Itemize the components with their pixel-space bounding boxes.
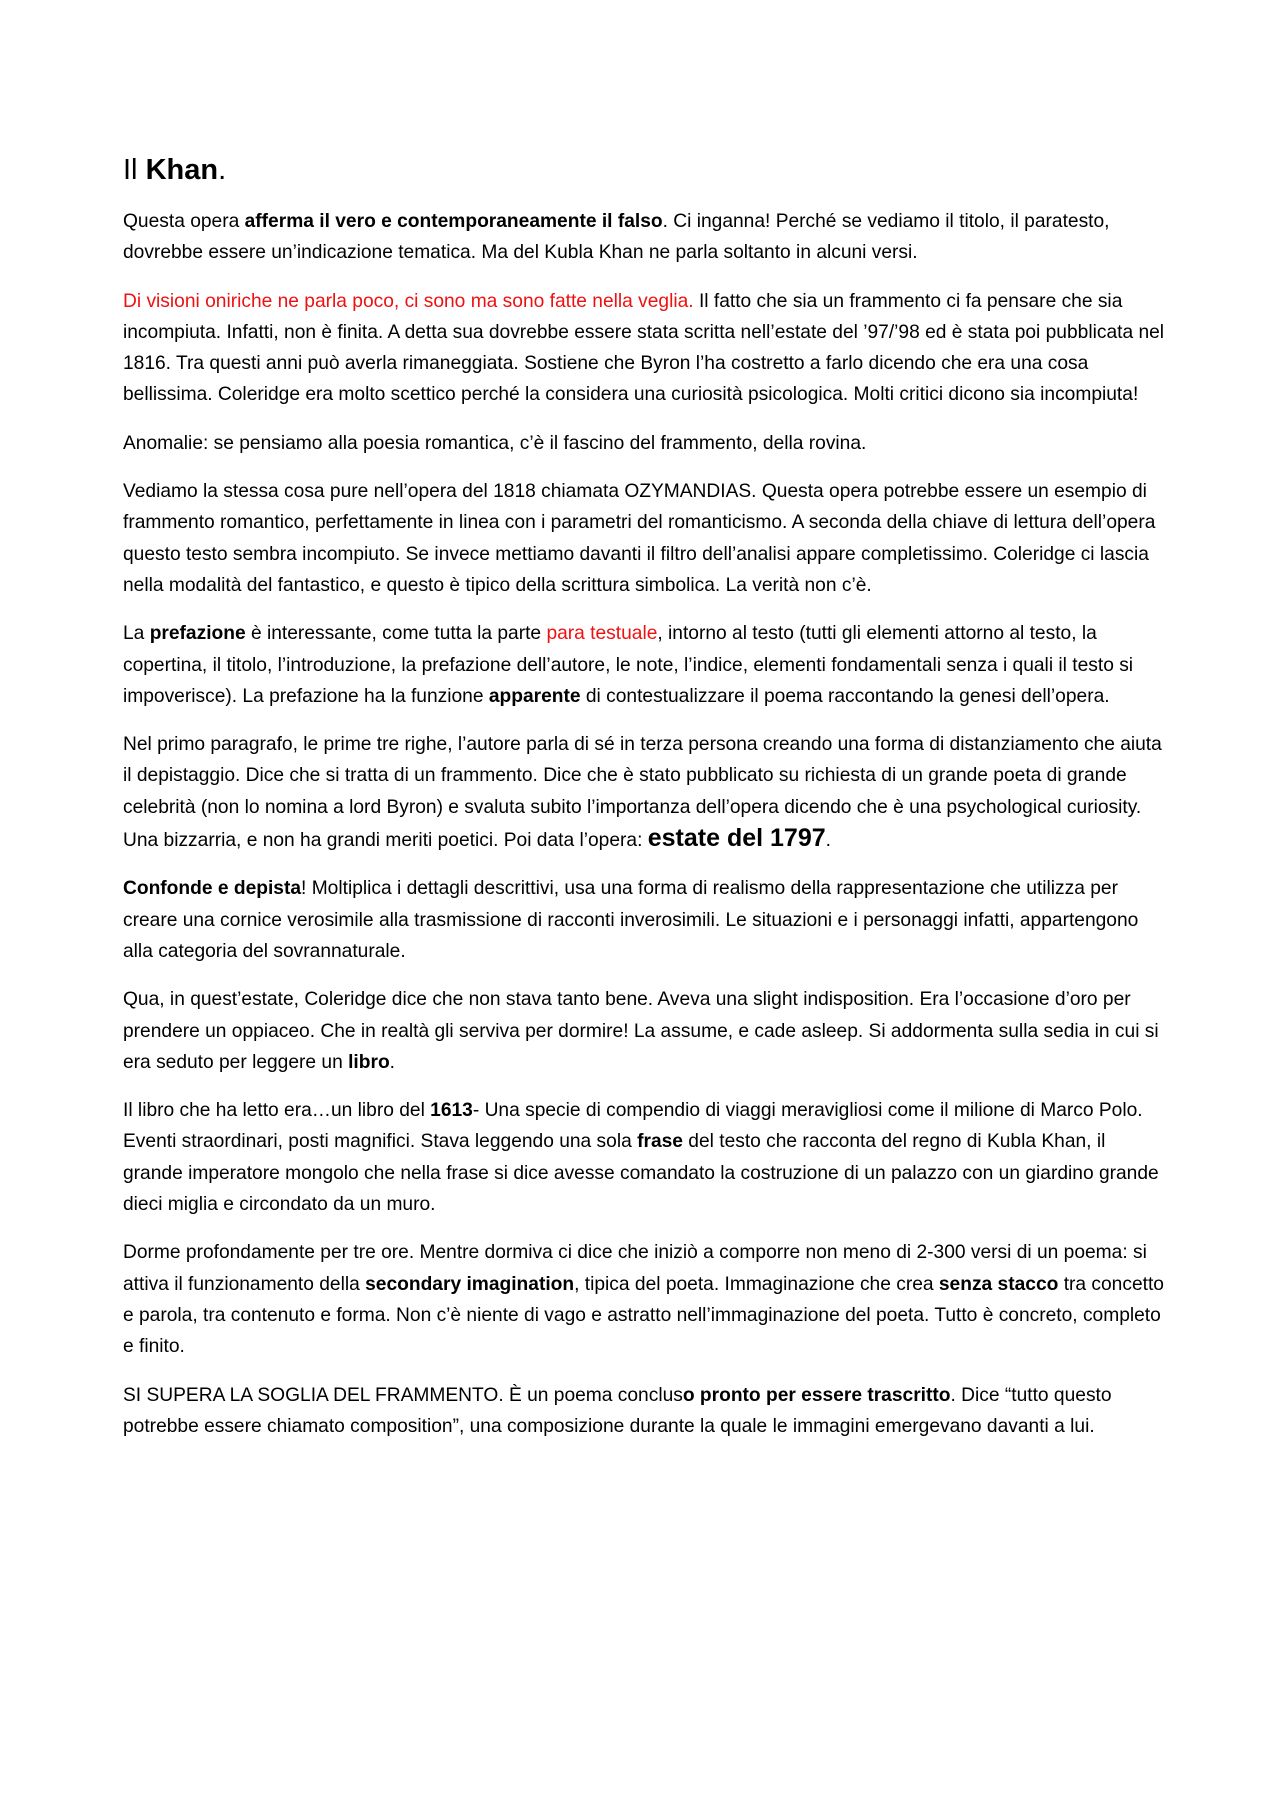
large-bold-run: estate del 1797 <box>647 824 826 853</box>
red-highlight-run: para testuale <box>546 623 658 645</box>
text-run: del testo che racconta del regno di Kubla Khan, il grande imperatore mongolo che nella frase si dice avesse comandato la costruzione di un palazzo con un giardino grande dieci miglia e circondato da un muro. <box>123 1131 1159 1216</box>
title-prefix: Il <box>123 154 146 186</box>
paragraph-3 <box>123 428 1168 459</box>
text-run: Il libro che ha letto era…un libro del <box>123 1100 431 1122</box>
text-run: Il fatto che sia un frammento ci fa pensare che sia incompiuta. Infatti, non è finita. A detta sua dovrebbe essere stata scritta nell’estate del ’97/’98 ed è stata poi pubblicata nel 1816. Tra questi anni può averla rimaneggiata. Sostiene che Byron l’ha costretto a farlo dicendo che era una cosa bellissima. Coleridge era molto scettico perché la considera una curiosità psicologica. Molti critici dicono sia incompiuta! <box>123 290 1165 406</box>
text-run: ! Moltiplica i dettagli descrittivi, usa una forma di realismo della rappresentazione che utilizza per creare una cornice verosimile alla trasmissione di racconti inverosimili. Le situazioni e i personaggi infatti, appartengono alla categoria del sovrannaturale. <box>123 878 1139 962</box>
bold-run: Confonde e depista <box>123 878 302 900</box>
paragraph-11 <box>123 1380 1168 1443</box>
document-title <box>123 150 1168 190</box>
paragraph-9 <box>123 1095 1168 1220</box>
text-run: . <box>825 830 831 852</box>
bold-run: frase <box>637 1131 683 1153</box>
text-run: SI SUPERA LA SOGLIA DEL FRAMMENTO. È un poema conclus <box>123 1384 683 1406</box>
paragraph-6 <box>123 729 1168 856</box>
text-run: Nel primo paragrafo, le prime tre righe, l’autore parla di sé in terza persona creando una forma di distanziamento che aiuta il depistaggio. Dice che si tratta di un frammento. Dice che è stato pubblicato su richiesta di un grande poeta di grande celebrità (non lo nomina a lord Byron) e svaluta subito l’importanza dell’opera dicendo che è una psychological curiosity. Una bizzarria, e non ha grandi meriti poetici. Poi data l’opera: <box>123 734 1162 852</box>
text-run: . Dice “tutto questo potrebbe essere chiamato composition”, una composizione durante la quale le immagini emergevano davanti a lui. <box>123 1384 1112 1437</box>
text-run: è interessante, come tutta la parte <box>245 623 547 645</box>
paragraph-1 <box>123 206 1168 269</box>
paragraph-2 <box>123 286 1168 411</box>
paragraph-4 <box>123 476 1168 601</box>
text-run: Dorme profondamente per tre ore. Mentre dormiva ci dice che iniziò a comporre non meno di 2-300 versi di un poema: si attiva il funzionamento della <box>123 1242 1147 1295</box>
text-run: - Una specie di compendio di viaggi meravigliosi come il milione di Marco Polo. Eventi straordinari, posti magnifici. Stava leggendo una sola <box>123 1100 1143 1153</box>
text-run: Vediamo la stessa cosa pure nell’opera del 1818 chiamata OZYMANDIAS. Questa opera potrebbe essere un esempio di frammento romantico, perfettamente in linea con i parametri del romanticismo. A seconda della chiave di lettura dell’opera questo testo sembra incompiuto. Se invece mettiamo davanti il filtro dell’analisi appare completissimo. Coleridge ci lascia nella modalità del fantastico, e questo è tipico della scrittura simbolica. La verità non c’è. <box>123 481 1156 596</box>
text-run: . <box>389 1051 396 1073</box>
text-run: Questa opera <box>123 211 245 232</box>
text-run: . Ci inganna! Perché se vediamo il titolo, il paratesto, dovrebbe essere un’indicazione tematica. Ma del Kubla Khan ne parla soltanto in alcuni versi. <box>123 211 1110 264</box>
bold-run: prefazione <box>149 623 246 645</box>
paragraph-8 <box>123 984 1168 1078</box>
bold-run: secondary imagination <box>365 1273 575 1295</box>
bold-run: libro <box>348 1051 390 1073</box>
text-run: , tipica del poeta. Immaginazione che crea <box>574 1273 939 1295</box>
bold-run: o pronto per essere trascritto <box>682 1384 951 1406</box>
text-run: La <box>123 623 150 645</box>
text-run: Anomalie: se pensiamo alla poesia romantica, c’è il fascino del frammento, della rovina. <box>123 432 867 454</box>
document-page <box>123 150 1168 1459</box>
text-run: tra concetto e parola, tra contenuto e forma. Non c’è niente di vago e astratto nell’immaginazione del poeta. Tutto è concreto, completo e finito. <box>123 1273 1164 1358</box>
bold-run: 1613 <box>430 1100 473 1122</box>
text-run: di contestualizzare il poema raccontando la genesi dell’opera. <box>580 685 1110 707</box>
text-run: , intorno al testo (tutti gli elementi attorno al testo, la copertina, il titolo, l’introduzione, la prefazione dell’autore, le note, l’indice, elementi fondamentali senza i quali il testo si impoverisce). La prefazione ha la funzione <box>123 623 1134 707</box>
bold-run: senza stacco <box>938 1273 1059 1295</box>
paragraph-5 <box>123 618 1168 712</box>
red-highlight-run: Di visioni oniriche ne parla poco, ci sono ma sono fatte nella veglia. <box>123 290 694 312</box>
title-suffix: . <box>218 154 227 186</box>
paragraph-7 <box>123 873 1168 967</box>
title-bold: Khan <box>145 154 219 186</box>
paragraph-10 <box>123 1237 1168 1362</box>
bold-run: afferma il vero e contemporaneamente il falso <box>244 211 663 232</box>
bold-run: apparente <box>488 685 581 707</box>
text-run: Qua, in quest’estate, Coleridge dice che non stava tanto bene. Aveva una slight indisposition. Era l’occasione d’oro per prendere un oppiaceo. Che in realtà gli serviva per dormire! La assume, e cade asleep. Si addormenta sulla sedia in cui si era seduto per leggere un <box>123 989 1159 1073</box>
